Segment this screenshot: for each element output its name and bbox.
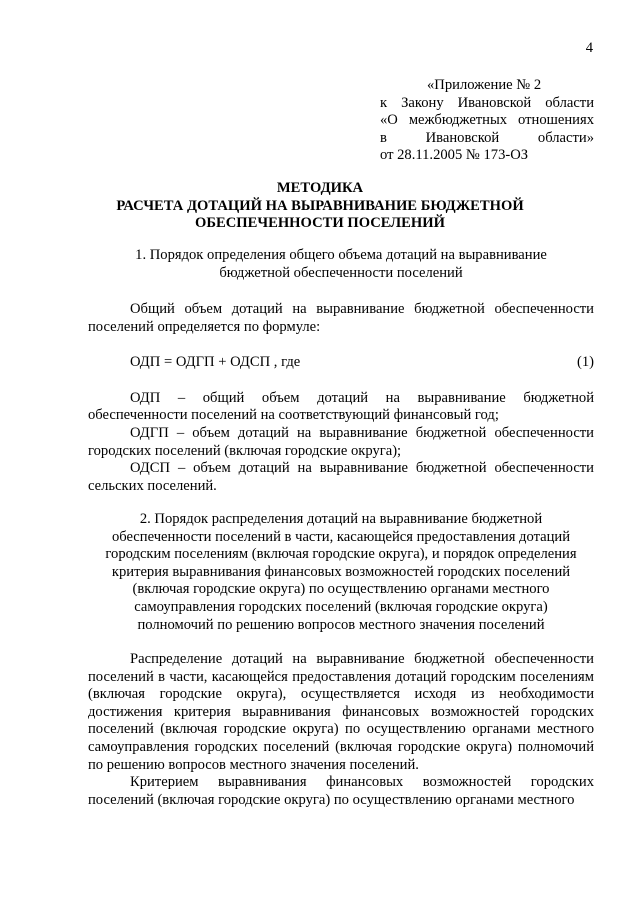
definition-odsp: ОДСП – объем дотаций на выравнивание бюджетной обеспеченности сельских поселений. [88,460,594,494]
section-2-heading-line-6: самоуправления городских поселений (включая городские округа) [134,598,548,615]
section-2-heading-line-5: (включая городские округа) по осуществлению органами местного [132,581,550,598]
page-number: 4 [585,40,593,56]
section-1-body [88,301,594,495]
section-2-heading-line-7: полномочий по решению вопросов местного значения поселений [137,616,545,633]
section-2-body [88,651,594,809]
appendix-header [380,77,594,165]
definition-odgp: ОДГП – объем дотаций на выравнивание бюджетной обеспеченности городских поселений (включая городские округа); [88,424,594,459]
definition-odp: ОДП – общий объем дотаций на выравнивание бюджетной обеспеченности поселений на соответствующий финансовый год; [88,389,594,424]
appendix-line-4: в Ивановской области» [380,129,594,146]
title-line-2: РАСЧЕТА ДОТАЦИЙ НА ВЫРАВНИВАНИЕ БЮДЖЕТНОЙ [116,197,524,214]
section-2-heading-line-1: 2. Порядок распределения дотаций на выравнивание бюджетной [139,511,543,527]
section-2-paragraph-1: Распределение дотаций на выравнивание бюджетной обеспеченности поселений в части, касающейся предоставления дотаций городским поселениям (включая городские округа), осуществляется исходя из необходимости достижения критерия выравнивания финансовых возможностей городских поселений (включая городские округа) по осуществлению органами местного самоуправления городских поселений (включая городские округа) полномочий по решению вопросов местного значения поселений. [88,651,594,773]
section-1-heading-line-1: 1. Порядок определения общего объема дотаций на выравнивание [135,247,547,263]
section-2-heading-line-3: городским поселениям (включая городские округа), и порядок определения [105,546,577,563]
document-title [0,180,640,233]
formula [88,354,594,372]
formula-number: (1) [576,354,594,371]
section-2-heading-line-4: критерия выравнивания финансовых возможностей городских поселений [111,563,571,580]
appendix-line-1: «Приложение № 2 [427,77,542,93]
appendix-line-3: «О межбюджетных отношениях [380,112,594,129]
title-line-1: МЕТОДИКА [276,180,364,196]
section-1-intro: Общий объем дотаций на выравнивание бюджетной обеспеченности поселений определяется по формуле: [88,301,594,335]
appendix-line-2: к Закону Ивановской области [380,94,594,111]
formula-text: ОДП = ОДГП + ОДСП , где [130,354,301,371]
title-line-3: ОБЕСПЕЧЕННОСТИ ПОСЕЛЕНИЙ [195,215,445,232]
section-1-heading [88,247,594,282]
section-2-heading [88,511,594,634]
section-1-heading-line-2: бюджетной обеспеченности поселений [219,264,463,281]
section-2-paragraph-2: Критерием выравнивания финансовых возможностей городских поселений (включая городские округа) по осуществлению органами местного [88,774,594,808]
section-2-heading-line-2: обеспеченности поселений в части, касающейся предоставления дотаций [111,528,571,545]
appendix-line-5: от 28.11.2005 № 173-ОЗ [380,147,529,164]
